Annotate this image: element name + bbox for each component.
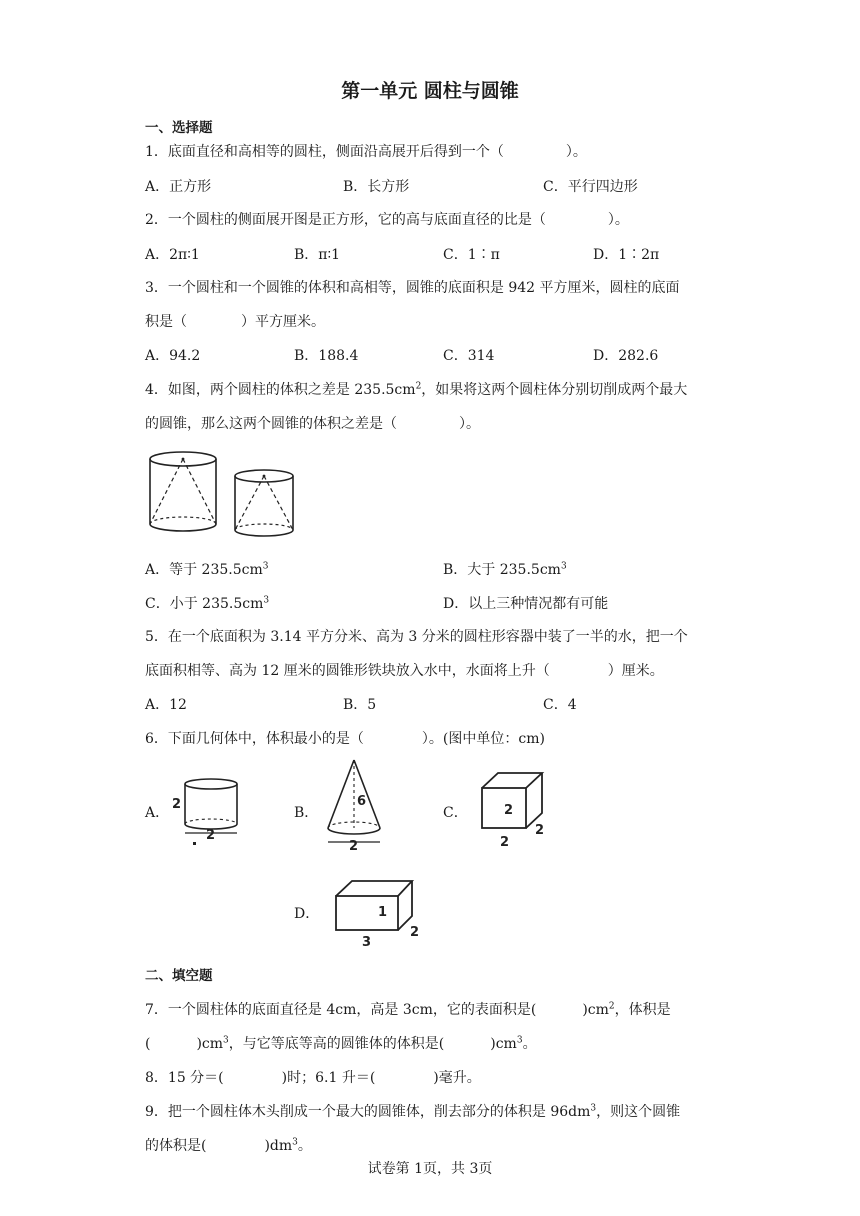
fig-c-side-label: 2 [535, 823, 545, 838]
question-5-stem-line2: 底面积相等、高为 12 厘米的圆锥形铁块放入水中，水面将上升（ ）厘米。 [145, 663, 664, 679]
q6-option-b-label[interactable]: B． [294, 805, 319, 821]
q4-option-c[interactable]: C．小于 $235.5cm^3$ [145, 595, 270, 612]
q4-option-d[interactable]: D．以上三种情况都有可能 [443, 596, 609, 612]
q2-option-a[interactable]: A．2π∶1 [145, 247, 200, 263]
question-7-line1: 7．一个圆柱体的底面直径是 4cm，高是 3cm，它的表面积是( )$cm^2$，体积是 [145, 1001, 671, 1018]
fig-a-diameter-label: 2 [206, 828, 216, 843]
question-2-stem: 2．一个圆柱的侧面展开图是正方形，它的高与底面直径的比是（ ）。 [145, 212, 629, 228]
q2-option-c[interactable]: C．1∶π [443, 247, 500, 263]
question-9-line1: 9．把一个圆柱体木头削成一个最大的圆锥体，削去部分的体积是 $96dm^3$，则这个圆锥 [145, 1103, 681, 1120]
question-3-stem-line1: 3．一个圆柱和一个圆锥的体积和高相等，圆锥的底面积是 942 平方厘米，圆柱的底面 [145, 280, 680, 296]
fig-a-height-label: 2 [172, 797, 182, 812]
q3-option-a[interactable]: A．94.2 [145, 348, 201, 364]
page-footer: 试卷第 1页，共 3页 [367, 1161, 493, 1177]
q6-figure-d-cuboid [330, 876, 426, 948]
q3-option-c[interactable]: C．314 [443, 348, 495, 364]
fig-c-bottom-label: 2 [500, 835, 510, 850]
q5-option-b[interactable]: B．5 [343, 697, 377, 713]
q6-figure-c-cube [476, 770, 552, 850]
question-7-line2: ( )$cm^3$，与它等底等高的圆锥体的体积是( )$cm^3$。 [145, 1035, 537, 1052]
q6-option-d-label[interactable]: D． [294, 906, 320, 922]
q4-option-a[interactable]: A．等于 $235.5cm^3$ [145, 561, 269, 578]
q1-option-a[interactable]: A．正方形 [145, 179, 212, 195]
q3-option-b[interactable]: B．188.4 [294, 348, 359, 364]
q5-option-c[interactable]: C．4 [543, 697, 577, 713]
question-5-stem-line1: 5．在一个底面积为 3.14 平方分米、高为 3 分米的圆柱形容器中装了一半的水，把一个 [145, 629, 688, 645]
q4-two-cylinders-figure [146, 448, 302, 538]
fig-d-front-label: 1 [378, 905, 388, 920]
question-3-stem-line2: 积是（ ）平方厘米。 [145, 314, 325, 330]
question-4-stem-line2: 的圆锥，那么这两个圆锥的体积之差是（ ）。 [145, 416, 480, 432]
question-4-stem-line1: 4．如图，两个圆柱的体积之差是 $235.5cm^2$，如果将这两个圆柱体分别切削成两个最大 [145, 381, 688, 398]
question-1-stem: 1．底面直径和高相等的圆柱，侧面沿高展开后得到一个（ ）。 [145, 144, 587, 160]
large-cylinder-with-cone [150, 452, 216, 531]
q6-option-c-label[interactable]: C． [443, 805, 468, 821]
q6-option-a-label[interactable]: A． [145, 805, 170, 821]
q6-figure-a-cylinder [168, 776, 244, 848]
q3-option-d[interactable]: D．282.6 [593, 348, 659, 364]
question-6-stem: 6．下面几何体中，体积最小的是（ ）。(图中单位：cm) [145, 731, 545, 747]
fig-c-front-label: 2 [504, 803, 514, 818]
question-9-line2: 的体积是( )$dm^3$。 [145, 1137, 312, 1154]
q1-option-c[interactable]: C．平行四边形 [543, 179, 638, 195]
q5-option-a[interactable]: A．12 [145, 697, 187, 713]
fig-b-height-label: 6 [357, 794, 367, 809]
fig-b-diameter-label: 2 [349, 839, 359, 854]
small-cylinder-with-cone [235, 470, 293, 536]
q2-option-b[interactable]: B．π∶1 [294, 247, 341, 263]
q4-option-b[interactable]: B．大于 $235.5cm^3$ [443, 561, 567, 578]
section-heading-choice: 一、选择题 [145, 120, 213, 136]
question-8: 8．15 分＝( )时；6.1 升＝( )毫升。 [145, 1070, 481, 1086]
q6-figure-b-cone [322, 758, 386, 854]
page-title: 第一单元 圆柱与圆锥 [341, 80, 519, 102]
fig-d-side-label: 2 [410, 925, 420, 940]
q1-option-b[interactable]: B．长方形 [343, 179, 410, 195]
fig-d-bottom-label: 3 [362, 935, 372, 948]
q2-option-d[interactable]: D．1∶2π [593, 247, 660, 263]
section-heading-fill: 二、填空题 [145, 968, 213, 984]
